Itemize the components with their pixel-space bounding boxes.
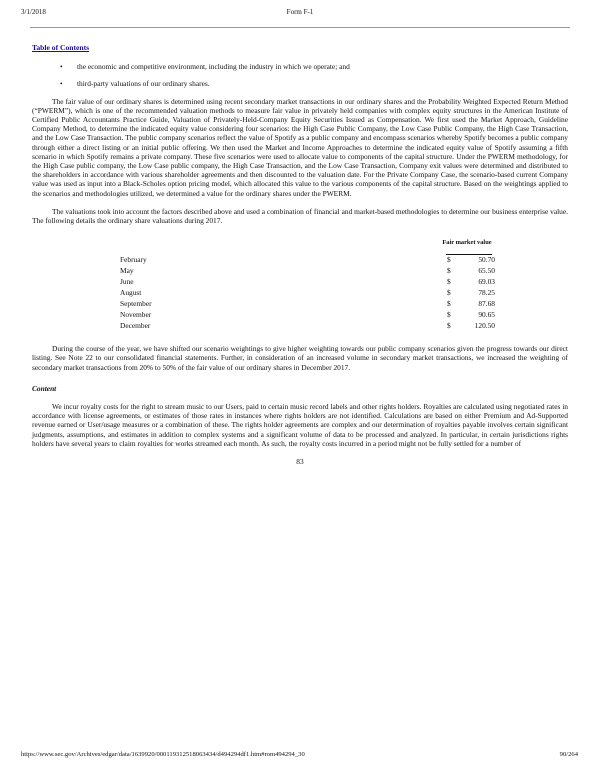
print-page-count: 90/264 xyxy=(559,751,578,758)
table-row: November $ 90.65 xyxy=(120,310,495,320)
table-row: August $ 78.25 xyxy=(120,288,495,298)
source-url: https://www.sec.gov/Archives/edgar/data/1639920/000119312518063434/d494294df1.htm#rom494294_30 xyxy=(21,751,305,758)
list-item: • the economic and competitive environment, including the industry in which we operate; and xyxy=(60,62,350,72)
print-date: 3/1/2018 xyxy=(21,8,46,16)
bullet-icon: • xyxy=(60,79,63,89)
pwerm-paragraph: The fair value of our ordinary shares is determined using recent secondary market transactions in our ordinary shares and the Probability Weighted Expected Return Method (“PWERM”), which is one of the recommended valuation methods to measure fair value in privately held companies with complex equity structures in the American Institute of Certified Public Accountants Practice Guide, Valuation of Privately-Held-Company Equity Securities Issued as Compensation. We first used the Market Approach, Guideline Company Method, to determine the indicated equity value considering four scenarios: the High Case Public Company, the Low Case Public Company, the High Case Transaction, and the Low Case Transaction. The public company scenarios reflect the value of Spotify as a public company and encompass scenarios whereby Spotify becomes a public company through either a direct listing or an initial public offering. We then used the Market and Income Approaches to determine the indicated equity value of Spotify assuming a fifth scenario in which Spotify remains a private company. These five scenarios were used to allocate value to components of the capital structure. Under the PWERM methodology, for the High Case public company, the Low Case public company, the High Case Transaction, and the Low Case Transaction, Company exit values were determined and distributed to the shareholders in accordance with various shareholder agreements and then discounted to the valuation date. For the Private Company Case, the scenario-based current Company value was used as input into a Black-Scholes option pricing model, which allocated this value to the various components of the capital structure. Based on the weightings applied to the scenarios and methodologies utilized, we determined a value for the ordinary shares under the PWERM. xyxy=(32,96,568,198)
valuation-table xyxy=(32,239,568,344)
table-row: June $ 69.03 xyxy=(120,277,495,287)
weighting-paragraph: During the course of the year, we have shifted our scenario weightings to give higher weighting towards our public company scenarios given the progress towards our direct listing. See Note 22 to our consolidated financial statements. Further, in consideration of an increased volume in secondary market transactions, we increased the weighting of secondary market transactions from 20% to 50% of the fair value of our ordinary shares in December 2017. xyxy=(32,344,568,372)
table-row: September $ 87.68 xyxy=(120,299,495,309)
list-item: • third-party valuations of our ordinary shares. xyxy=(60,79,210,89)
table-of-contents-link[interactable]: Table of Contents xyxy=(32,43,90,52)
table-row: February $ 50.70 xyxy=(120,255,495,265)
table-row: December $ 120.50 xyxy=(120,321,495,331)
section-heading: Content xyxy=(32,383,57,393)
bullet-icon: • xyxy=(60,62,63,72)
valuation-paragraph: The valuations took into account the factors described above and used a combination of financial and market-based methodologies to determine our business enterprise value. The following details the ordinary share valuations during 2017. xyxy=(32,206,568,226)
header-divider xyxy=(30,27,570,28)
factor-list xyxy=(32,62,568,88)
column-header-fair-market-value: Fair market value xyxy=(442,239,492,247)
page-number: 83 xyxy=(296,457,304,467)
page-content xyxy=(32,43,568,466)
document-title: Form F-1 xyxy=(286,8,314,16)
royalty-paragraph: We incur royalty costs for the right to stream music to our Users, paid to certain music record labels and other rights holders. Royalties are calculated using negotiated rates in accordance with license agreements, or estimates of those rates in instances where rights holders are not identified. Calculations are based on either Premium and Ad-Supported revenue earned or User/usage measures or a combination of these. The rights holder agreements are complex and our determination of royalties payable involves certain significant judgments, assumptions, and estimates in addition to complex systems and a significant volume of data to be processed and analyzed. In particular, in certain jurisdictions rights holders have several years to claim royalties for works streamed each month. As such, the royalty costs incurred in a period might not be fully settled for a number of xyxy=(32,402,568,448)
table-row: May $ 65.50 xyxy=(120,266,495,276)
